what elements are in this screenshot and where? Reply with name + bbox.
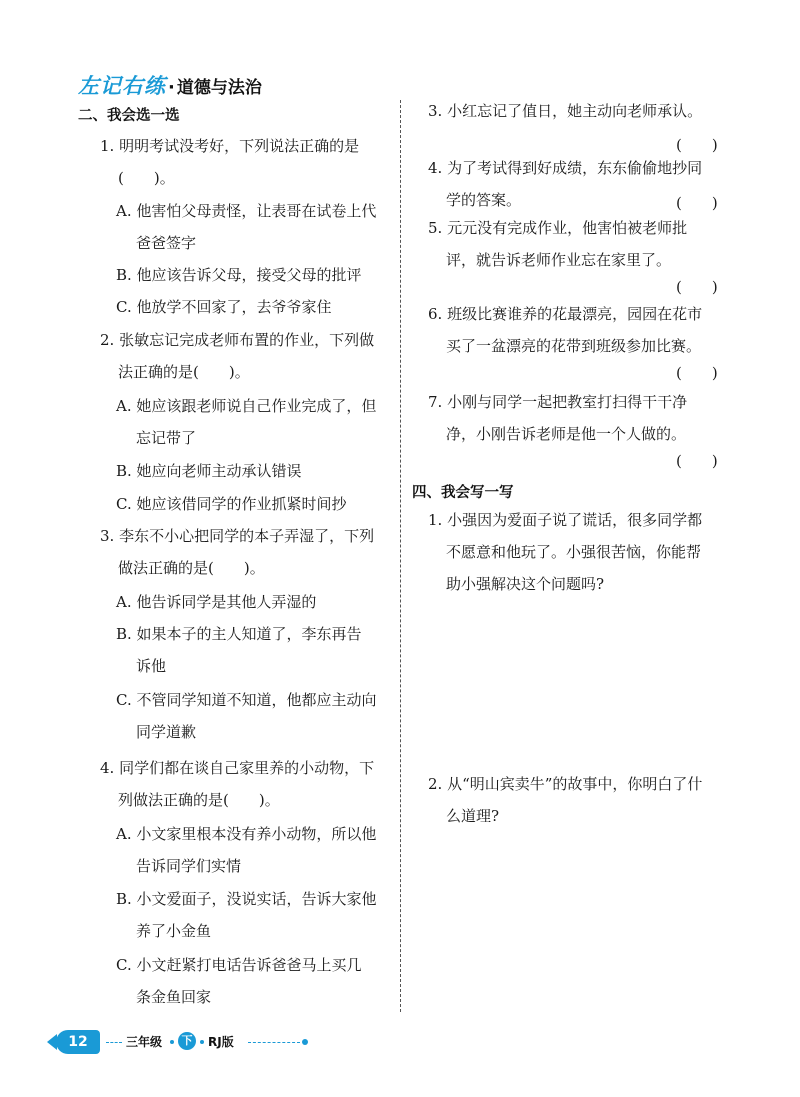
option-line: B. 小文爱面子，没说实话，告诉大家他 <box>116 890 377 908</box>
question-1 <box>100 130 359 194</box>
question-line: 学的答案。 <box>446 191 522 209</box>
answer-parentheses[interactable]: ( ) <box>676 136 718 154</box>
question-4-option-c <box>116 949 361 1013</box>
option-line: A. 她应该跟老师说自己作业完成了，但 <box>116 397 377 415</box>
question-line: 1. 明明考试没考好，下列说法正确的是 <box>100 137 360 155</box>
question-line: 买了一盆漂亮的花带到班级参加比赛。 <box>446 337 702 355</box>
grade-label: 三年级 <box>126 1035 163 1049</box>
option-line: A. 他害怕父母责怪，让表哥在试卷上代 <box>116 202 377 220</box>
option-line: A. 他告诉同学是其他人弄湿的 <box>116 593 317 611</box>
option-line: B. 她应向老师主动承认错误 <box>116 462 302 480</box>
question-2-option-a <box>116 390 376 454</box>
question-line: 做法正确的是( )。 <box>118 559 265 577</box>
option-line: C. 小文赶紧打电话告诉爸爸马上买几 <box>116 956 362 974</box>
option-line: C. 不管同学知道不知道，他都应主动向 <box>116 691 377 709</box>
answer-parentheses[interactable]: ( ) <box>676 278 718 296</box>
section-title-write: 四、我会写一写 <box>412 485 514 501</box>
question-line: 2. 张敏忘记完成老师布置的作业，下列做 <box>100 331 375 349</box>
brand-separator: · <box>168 77 175 98</box>
brand-title: 左记右练 <box>78 74 166 98</box>
question-4-option-a <box>116 818 376 882</box>
footer-dot <box>200 1040 204 1044</box>
page-footer <box>56 1030 316 1054</box>
answer-parentheses[interactable]: ( ) <box>676 364 718 382</box>
judge-question-3 <box>428 95 702 127</box>
page-header <box>78 70 262 100</box>
question-2-option-c <box>116 488 346 520</box>
edition-label: RJ版 <box>208 1035 234 1049</box>
question-2-option-b <box>116 455 302 487</box>
question-1-option-b <box>116 259 362 291</box>
term-badge: 下 <box>178 1032 196 1050</box>
question-line: 法正确的是( )。 <box>118 363 250 381</box>
question-line: 3. 李东不小心把同学的本子弄湿了，下列 <box>100 527 375 545</box>
question-line: 评，就告诉老师作业忘在家里了。 <box>446 251 672 269</box>
footer-dash <box>106 1042 122 1043</box>
question-line: 助小强解决这个问题吗? <box>446 575 605 593</box>
judge-question-4 <box>428 152 702 216</box>
option-line: 忘记带了 <box>136 429 197 447</box>
question-line: 4. 为了考试得到好成绩，东东偷偷地抄同 <box>428 159 703 177</box>
question-4-option-b <box>116 883 377 947</box>
question-line: 2. 从“明山宾卖牛”的故事中，你明白了什 <box>428 775 703 793</box>
column-divider <box>400 100 401 1012</box>
write-question-2 <box>428 768 702 832</box>
question-line: 4. 同学们都在谈自己家里养的小动物，下 <box>100 759 375 777</box>
option-line: 爸爸签字 <box>136 234 197 252</box>
question-line: 列做法正确的是( )。 <box>118 791 280 809</box>
subject-title: 道德与法治 <box>176 78 262 98</box>
option-line: A. 小文家里根本没有养小动物，所以他 <box>116 825 377 843</box>
question-3-option-b <box>116 618 362 682</box>
question-3-option-c <box>116 684 376 748</box>
option-line: C. 他放学不回家了，去爷爷家住 <box>116 298 332 316</box>
judge-question-6 <box>428 298 702 362</box>
question-line: 5. 元元没有完成作业，他害怕被老师批 <box>428 219 688 237</box>
question-4 <box>100 752 374 816</box>
question-3 <box>100 520 374 584</box>
option-line: B. 他应该告诉父母，接受父母的批评 <box>116 266 362 284</box>
question-line: 1. 小强因为爱面子说了谎话，很多同学都 <box>428 511 703 529</box>
question-3-option-a <box>116 586 316 618</box>
question-1-option-c <box>116 291 331 323</box>
option-line: 同学道歉 <box>136 723 197 741</box>
option-line: 养了小金鱼 <box>136 922 212 940</box>
option-line: 诉他 <box>136 657 167 675</box>
option-line: 条金鱼回家 <box>136 988 212 1006</box>
answer-parentheses[interactable]: ( ) <box>676 452 718 470</box>
question-line: 净，小刚告诉老师是他一个人做的。 <box>446 425 687 443</box>
question-1-option-a <box>116 195 376 259</box>
judge-question-5 <box>428 212 687 276</box>
page-number: 12 <box>56 1030 100 1054</box>
write-question-1 <box>428 504 702 600</box>
section-title-choose: 二、我会选一选 <box>78 108 180 124</box>
question-line: 3. 小红忘记了值日，她主动向老师承认。 <box>428 102 703 120</box>
question-line: ( )。 <box>118 169 175 187</box>
option-line: C. 她应该借同学的作业抓紧时间抄 <box>116 495 347 513</box>
footer-dash <box>248 1042 300 1043</box>
option-line: 告诉同学们实情 <box>136 857 242 875</box>
question-line: 6. 班级比赛谁养的花最漂亮，园园在花市 <box>428 305 703 323</box>
footer-dot <box>170 1040 174 1044</box>
question-line: 么道理? <box>446 807 500 825</box>
footer-end-dot <box>302 1039 308 1045</box>
judge-question-7 <box>428 386 687 450</box>
question-line: 7. 小刚与同学一起把教室打扫得干干净 <box>428 393 688 411</box>
option-line: B. 如果本子的主人知道了，李东再告 <box>116 625 362 643</box>
answer-parentheses[interactable]: ( ) <box>676 194 718 212</box>
question-line: 不愿意和他玩了。小强很苦恼，你能帮 <box>446 543 702 561</box>
question-2 <box>100 324 374 388</box>
